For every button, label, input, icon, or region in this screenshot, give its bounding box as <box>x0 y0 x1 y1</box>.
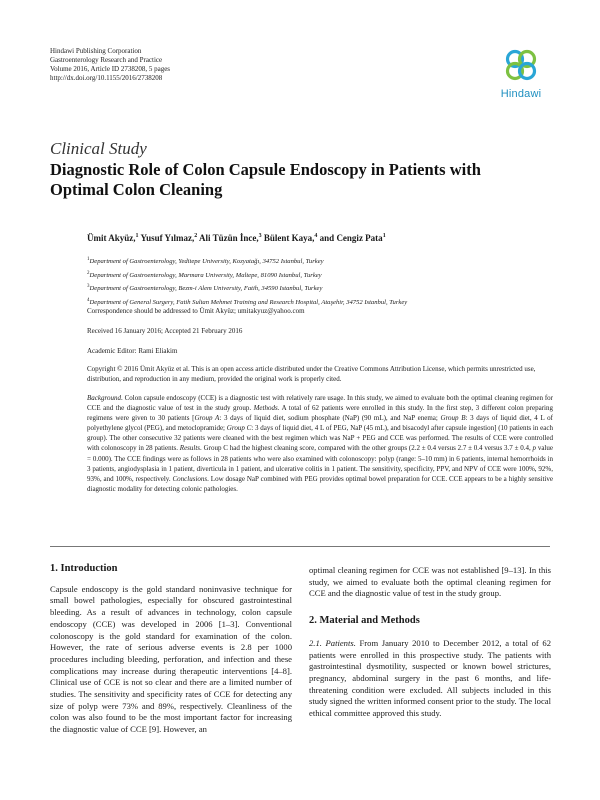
author-name: Cengiz Pata <box>336 233 383 243</box>
hindawi-logo-icon <box>503 48 539 82</box>
author-affiliation-number: 1 <box>135 233 139 239</box>
abstract-results-label: Results <box>179 444 201 453</box>
hindawi-logo <box>497 48 545 100</box>
affiliation: $^1$Department of Gastroenterology, Yeditepe University, Kozyatağı, 34752 Istanbul, Turkey <box>87 257 324 266</box>
methods-heading: 2. Material and Methods <box>309 615 420 627</box>
author-name: Yusuf Yılmaz, <box>140 233 195 243</box>
author-affiliation-number: 2 <box>194 233 198 239</box>
abstract-conclusions-label: Conclusions <box>172 474 208 483</box>
abstract-methods-label: Methods <box>253 404 278 413</box>
patients-paragraph: 2.1. Patients. From January 2010 to December 2012, a total of 62 patients were enrolled in this prospective study. The patients with gastrointestinal dysmotility, suspected or known bowel strictures, pregnancy, abdominal surgery in the past 6 months, and life-threatening condition were excluded. All subjects included in this study signed the written informed consent prior to the study. The local ethical committee approved this study. <box>309 637 551 719</box>
abstract-background-label: Background <box>87 394 121 402</box>
author-name: Ümit Akyüz, <box>87 233 136 243</box>
affiliation: $^4$Department of General Surgery, Fatih Sultan Mehmet Training and Research Hospital, Ataşehir, 34752 Istanbul, Turkey <box>87 298 408 307</box>
journal-name: Gastroenterology Research and Practice <box>50 56 163 64</box>
affiliation: $^2$Department of Gastroenterology, Marmara University, Maltepe, 81090 Istanbul, Turkey <box>87 270 322 279</box>
introduction-heading: 1. Introduction <box>50 563 118 574</box>
right-column <box>309 565 551 720</box>
patients-subheading: 2.1. Patients. <box>309 637 356 648</box>
introduction-paragraph: Capsule endoscopy is the gold standard noninvasive technique for small bowel pathologies, especially for obscured gastrointestinal bleeding. As a result of advances in technology, colon capsule endoscopy (CCE) was developed in 2006 [1–3]. Conventional colonoscopy is the gold standard for examination of the colon. However, the rate of serious adverse events is 2.8 per 1000 procedures including bleeding, perforation, and infection and these complications may increase during therapeutic interventions [4–8]. Clinical use of CCE is not so clear and there are a limited number of studies. The sensitivity and specificity rates of CCE for detecting any size of polyp were 73% and 89%, respectively. Cleanliness of the colon was also found to be the most important factor for increasing the diagnostic value of CCE [9]. However, an <box>50 583 292 735</box>
received-accepted-dates: Received 16 January 2016; Accepted 21 February 2016 <box>87 327 243 335</box>
author-affiliation-number: 3 <box>258 233 262 239</box>
article-type: Clinical Study <box>50 139 147 158</box>
hindawi-logo-text: Hindawi <box>500 88 542 100</box>
affiliation: $^3$Department of Gastroenterology, Bezm-i Alem University, Fatih, 34590 Istanbul, Turkey <box>87 284 323 293</box>
abstract: Background. Colon capsule endoscopy (CCE) is a diagnostic test with relatively rare usage. In this study, we aimed to evaluate both the optimal cleaning regimen for CCE and the diagnostic value of test in the study group. Methods. A total of 62 patients were enrolled in this study. In the first step, 3 different colon preparing regimens were given to 30 patients [Group A: 3 days of liquid diet, sodium phosphate (NaP) (90 mL), and NaP enema; Group B: 3 days of liquid diet, 4 L of polyethylene glycol (PEG), and metoclopramide; Group C: 3 days of liquid diet, 4 L of PEG, NaP (45 mL), and bisacodyl after capsule ingestion] (10 patients in each group). The other consecutive 32 patients were cleaned with the best regimen which was NaP + PEG and CCE was performed. The results of CCE were controlled with colonoscopy in 28 patients. Results. Group C had the highest cleaning score, compared with the other groups (2.2 ± 0.4 versus 2.7 ± 0.4 versus 3.7 ± 0.4, p value = 0.000). The CCE findings were as follows in 28 patients who were also examined with colonoscopy: polyp (range: 5–10 mm) in 6 patients, internal hemorrhoids in 3 patients, angiodysplasia in 1 patient, diverticula in 1 patient, and ulcerative colitis in 1 patient. The sensitivity, specificity, PPV, and NPV of CCE were 100%, 92%, 93%, and 100%, respectively. Conclusions. Low dosage NaP combined with PEG provides optimal bowel preparation for CCE. CCE appears to be a highly sensitive diagnostic modality for detecting colonic pathologies. <box>87 394 553 493</box>
copyright-notice: Copyright © 2016 Ümit Akyüz et al. This is an open access article distributed under the Creative Commons Attribution License, which permits unrestricted use, distribution, and reproduction in any medium, provided the original work is properly cited. <box>87 365 536 383</box>
author-name: Ali Tüzün İnce, <box>199 233 259 243</box>
author-affiliation-number: 1 <box>382 233 386 239</box>
author-list: Ümit Akyüz,$^1$ Yusuf Yılmaz,$^2$ Ali Tüzün İnce,$^3$ Bülent Kaya,$^4$ and Cengiz Pata$^1$ <box>87 233 386 243</box>
left-column <box>50 563 292 736</box>
correspondence: Correspondence should be addressed to Ümit Akyüz; umitakyuz@yahoo.com <box>87 307 305 315</box>
author-name: Bülent Kaya, <box>263 233 315 243</box>
academic-editor: Academic Editor: Rami Eliakim <box>87 347 178 355</box>
journal-header <box>50 47 170 83</box>
article-title: Diagnostic Role of Colon Capsule Endoscopy in Patients with Optimal Colon Cleaning <box>50 160 481 199</box>
introduction-paragraph-continued: optimal cleaning regimen for CCE was not established [9–13]. In this study, we aimed to evaluate both the optimal cleaning regimen for CCE and the diagnostic value of test in the study group. <box>309 565 551 599</box>
volume-info: Volume 2016, Article ID 2738208, 5 pages <box>50 65 171 73</box>
publisher-name: Hindawi Publishing Corporation <box>50 47 142 55</box>
section-divider <box>50 546 550 547</box>
doi-link[interactable]: http://dx.doi.org/10.1155/2016/2738208 <box>50 74 163 82</box>
affiliation-list <box>87 254 407 309</box>
author-affiliation-number: 4 <box>314 233 318 239</box>
